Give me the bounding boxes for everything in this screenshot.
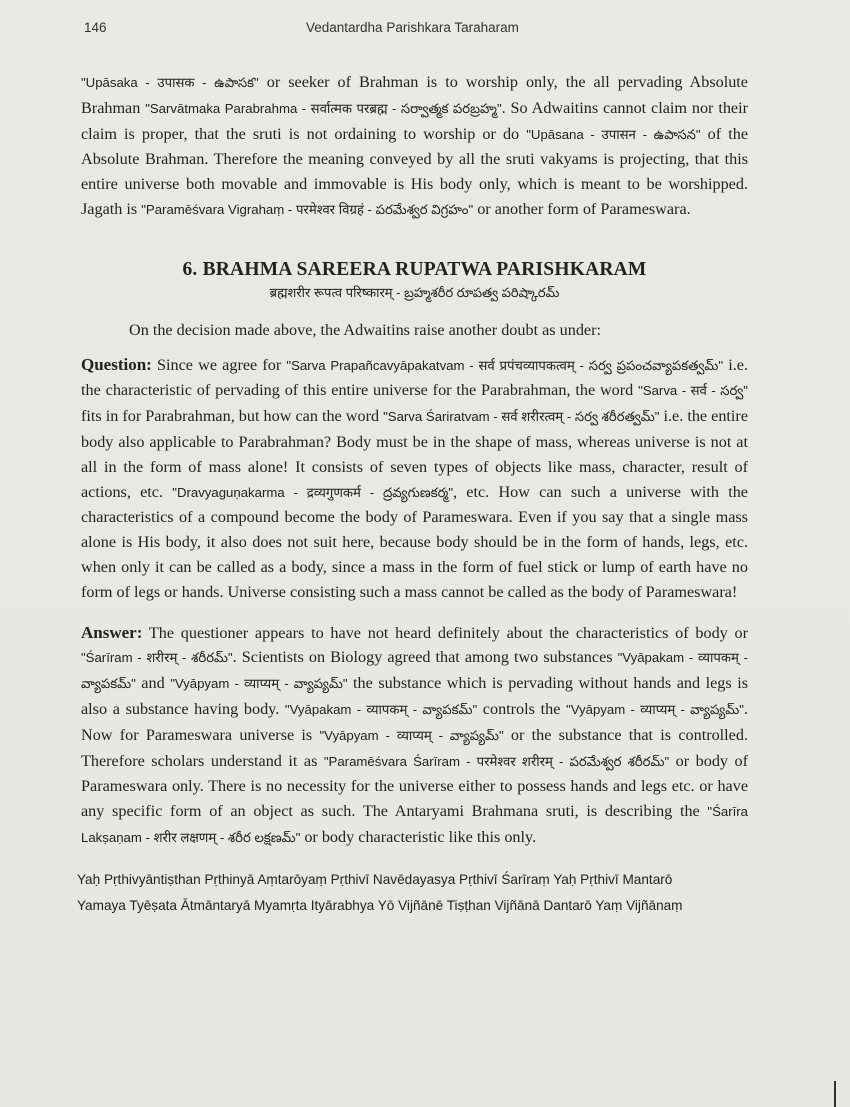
term: "Vyāpakam - व्यापकम् - వ్యాపకమ్" — [284, 701, 478, 717]
text-run: or seeker of Brahman is to worship only, the all pervading Absolute Brahman — [81, 73, 748, 117]
transliteration-block — [77, 867, 748, 919]
term: "Paramēśvara Śarīram - परमेश्वर शरीरम् - పరమేశ్వర శరీరమ్" — [323, 753, 670, 769]
text-run: and — [135, 674, 171, 693]
text-run: . So Adwaitins cannot claim nor their claim is proper, that the sruti is not ordaining to worship or do — [81, 98, 748, 143]
page-body — [77, 70, 749, 919]
term: "Śarīra Lakṣaṇam - शरीर लक्षणम् - శరీర లక్షణమ్" — [81, 804, 748, 845]
answer-paragraph — [81, 621, 748, 851]
term: "Sarva Prapañcavyāpakatvam - सर्व प्रपंचव्यापकत्वम् - సర్వ ప్రపంచవ్యాపకత్వమ్" — [286, 357, 724, 373]
term: "Śarīram - शरीरम् - శరీరమ్" — [81, 650, 233, 666]
term: "Vyāpakam - व्यापकम् - వ్యాపకమ్" — [81, 650, 748, 692]
running-title: Vedantardha Parishkara Taraharam — [306, 20, 519, 35]
term: "Dravyaguṇakarma - द्रव्यगुणकर्म - ద్రవ్యగుణకర్మ" — [172, 484, 454, 500]
section-subheading: ब्रह्मशरीर रूपत्व परिष्कारम् - బ్రహ్మశరీర రూపత్వ పరిష్కారమ్ — [269, 284, 560, 300]
text-run: i.e. the entire body also applicable to Parabrahman? Body must be in the shape of mass, whereas universe is not at all in the form of mass alone! It consists of seven types of objects like mass, character, result of actions, etc. — [81, 407, 748, 501]
scan-edge-mark — [834, 1081, 836, 1107]
question-label: Question: — [81, 354, 152, 374]
transliteration-line: Yaḥ Pṛthivyāntiṣthan Pṛthinyā Aṃtarōyaṃ Pṛthivī Navēdayasya Pṛthivī Śarīraṃ Yaḥ Pṛthivī Mantarō — [77, 871, 673, 887]
text-run: or body characteristic like this only. — [300, 827, 537, 846]
text-run: or body of Parameswara only. There is no necessity for the universe either to possess hands and legs etc. or have any specific form of an object as such. The Antaryami Brahmana sruti, is describing the — [81, 751, 748, 821]
transliteration-line: Yamaya Tyēṣata Ātmāntaryā Myamṛta Ityārabhya Yō Vijñānē Tiṣṭhan Vijñānā Dantarō Yaṃ Vijñānaṃ — [77, 897, 683, 913]
opening-paragraph — [81, 70, 748, 223]
term: "Sarva - सर्व - సర్వ" — [638, 383, 748, 399]
term: "Vyāpyam - व्याप्यम् - వ్యాప్యమ్" — [566, 701, 744, 717]
term: "Sarvātmaka Parabrahma - सर्वात्मक परब्रह्म - సర్వాత్మక పరబ్రహ్మ" — [145, 100, 502, 116]
section-heading: 6. BRAHMA SAREERA RUPATWA PARISHKARAM — [182, 258, 647, 280]
term: "Upāsaka - उपासक - ఉపాసక" — [81, 75, 259, 90]
term: "Paramēśvara Vigrahaṃ - परमेश्वर विग्रहं - పరమేశ్వర విగ్రహం" — [141, 201, 474, 217]
question-paragraph — [81, 353, 748, 605]
page-header — [84, 20, 790, 40]
term: "Vyāpyam - व्याप्यम् - వ్యాప్యమ్" — [319, 727, 504, 743]
answer-label: Answer: — [81, 622, 143, 642]
term: "Upāsana - उपासन - ఉపాసన" — [526, 126, 701, 142]
text-run: or another form of Parameswara. — [473, 199, 691, 218]
page-number: 146 — [84, 20, 107, 35]
text-run: . Now for Parameswara universe is — [81, 699, 748, 744]
text-run: Since we agree for — [151, 355, 287, 374]
term: "Vyāpyam - व्याप्यम् - వ్యాప్యమ్" — [170, 676, 348, 692]
text-run: the substance which is pervading without hands and legs is also a substance having body. — [81, 674, 749, 718]
text-run: fits in for Parabrahman, but how can the word — [81, 407, 384, 426]
text-run: The questioner appears to have not heard definitely about the characteristics of body or — [142, 623, 748, 642]
text-run: . Scientists on Biology agreed that among two substances — [232, 648, 618, 667]
text-run: or the substance that is controlled. Therefore scholars understand it as — [81, 725, 748, 770]
text-run: of the Absolute Brahman. Therefore the meaning conveyed by all the sruti vakyams is projecting, that this entire universe both movable and immovable is His body only, which is meant to be worshipped. Jagath is — [81, 124, 749, 218]
text-run: i.e. the characteristic of pervading of this entire universe for the Parabrahman, the word — [81, 355, 748, 400]
intro-paragraph: On the decision made above, the Adwaitins raise another doubt as under: — [129, 320, 602, 339]
text-run: , etc. How can such a universe with the characteristics of a compound become the body of Parameswara. Even if you say that a single mass alone is His body, it also does not suit here, because body should be in the form of hands, legs, etc. when only it can be called as a body, since a mass in the form of fuel stick or lump of earth have no form of legs or hands. Universe consisting such a mass cannot be called as the body of Parameswara! — [81, 482, 748, 601]
text-run: controls the — [477, 699, 567, 718]
term: "Sarva Śariratvam - सर्व शरीरत्वम् - సర్వ శరీరత్వమ్" — [383, 409, 660, 425]
